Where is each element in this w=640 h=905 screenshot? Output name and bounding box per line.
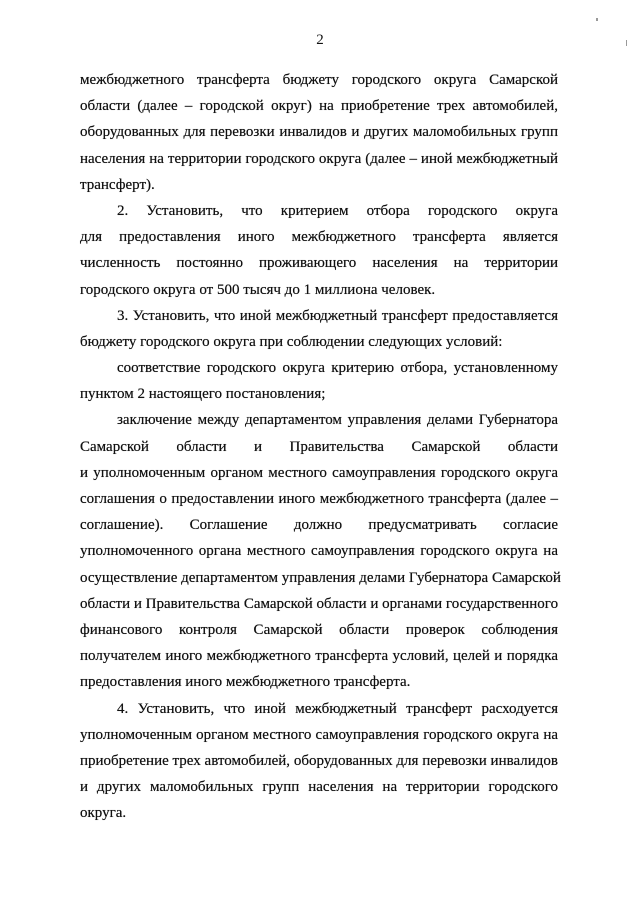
page-number: 2 [316, 32, 324, 48]
paragraph [80, 303, 558, 355]
text-line: соглашения о предоставлении иного межбюджетного трансферта (далее – [80, 491, 558, 507]
text-line: округа. [80, 805, 127, 822]
text-line: для предоставления иного межбюджетного трансферта является [80, 229, 558, 246]
text-line: межбюджетного трансферта бюджету городского округа Самарской [80, 72, 558, 88]
text-line: предоставления иного межбюджетного трансферта. [80, 674, 411, 691]
text-line: численность постоянно проживающего населения на территории [80, 255, 558, 272]
text-line: городского округа от 500 тысяч до 1 миллиона человек. [80, 281, 436, 298]
text-line: соглашение). Соглашение должно предусматривать согласие [80, 517, 558, 534]
text-line: осуществление департаментом управления делами Губернатора Самарской [80, 569, 561, 586]
text-line: трансферт). [80, 176, 155, 193]
text-line: 2. Установить, что критерием отбора городского округа [117, 202, 558, 219]
paragraph [80, 407, 561, 695]
scan-artifact [626, 40, 627, 46]
paragraph [80, 696, 558, 827]
document-body [80, 67, 561, 826]
text-line: Самарской области и Правительства Самарской области [80, 438, 558, 455]
paragraph [80, 198, 558, 303]
text-line: области и Правительства Самарской области и органами государственного [80, 595, 559, 612]
text-line: соответствие городского округа критерию отбора, установленному [117, 360, 558, 377]
paragraph [80, 355, 558, 407]
text-line: получателем иного межбюджетного трансферта условий, целей и порядка [80, 648, 558, 665]
text-line: и других маломобильных групп населения на территории городского [80, 779, 558, 796]
paragraph [80, 67, 558, 198]
text-line: заключение между департаментом управления делами Губернатора [117, 412, 558, 429]
text-line: пунктом 2 настоящего постановления; [80, 386, 326, 403]
text-line: приобретение трех автомобилей, оборудованных для перевозки инвалидов [80, 752, 558, 769]
text-line: 4. Установить, что иной межбюджетный трансферт расходуется [117, 700, 558, 717]
text-line: оборудованных для перевозки инвалидов и других маломобильных групп [80, 124, 558, 141]
text-line: области (далее – городской округ) на приобретение трех автомобилей, [80, 98, 558, 115]
text-line: финансового контроля Самарской области проверок соблюдения [80, 621, 558, 638]
text-line: населения на территории городского округа (далее – иной межбюджетный [80, 150, 558, 167]
scan-artifact [596, 18, 598, 21]
text-line: бюджету городского округа при соблюдении следующих условий: [80, 333, 503, 350]
text-line: и уполномоченным органом местного самоуправления городского округа [80, 464, 558, 481]
text-line: 3. Установить, что иной межбюджетный трансферт предоставляется [117, 307, 558, 324]
text-line: уполномоченного органа местного самоуправления городского округа на [80, 543, 558, 560]
text-line: уполномоченным органом местного самоуправления городского округа на [80, 726, 558, 743]
